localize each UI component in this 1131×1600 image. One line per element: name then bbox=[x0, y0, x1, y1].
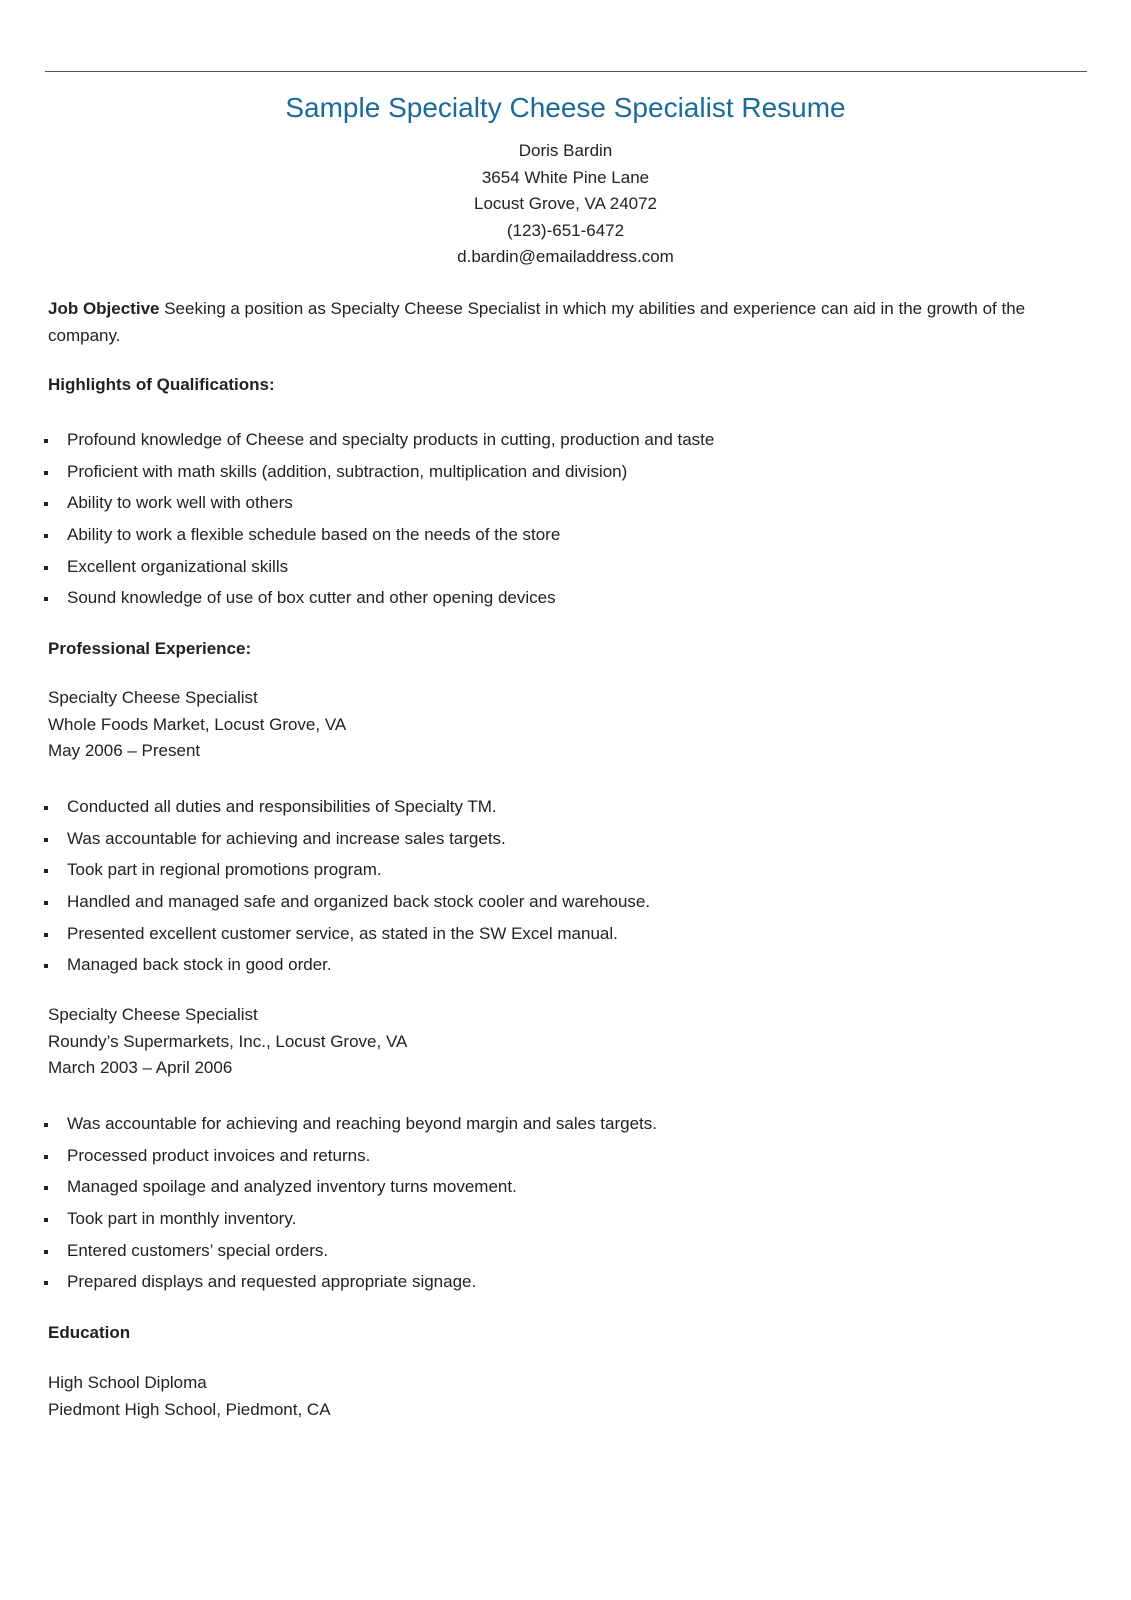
list-item: Excellent organizational skills bbox=[48, 555, 1098, 587]
page-title: Sample Specialty Cheese Specialist Resume bbox=[285, 92, 846, 123]
bullet-icon bbox=[44, 838, 48, 842]
list-item: Ability to work well with others bbox=[48, 491, 1098, 523]
bullet-icon bbox=[44, 1281, 48, 1285]
bullet-icon bbox=[44, 597, 48, 601]
objective-text: Seeking a position as Specialty Cheese Specialist in which my abilities and experience can aid in the growth of the company. bbox=[48, 299, 1026, 345]
contact-block bbox=[0, 138, 1131, 271]
bullet-icon bbox=[44, 901, 48, 905]
bullet-icon bbox=[44, 964, 48, 968]
list-item: Was accountable for achieving and reaching beyond margin and sales targets. bbox=[48, 1112, 1098, 1144]
highlights-list bbox=[48, 428, 1098, 618]
job-dates: March 2003 – April 2006 bbox=[48, 1058, 233, 1078]
job-duties-list bbox=[48, 1112, 1098, 1302]
bullet-icon bbox=[44, 1155, 48, 1159]
bullet-icon bbox=[44, 439, 48, 443]
list-item: Was accountable for achieving and increase sales targets. bbox=[48, 827, 1098, 859]
job-header bbox=[48, 685, 1098, 765]
top-divider bbox=[45, 71, 1087, 72]
contact-city: Locust Grove, VA 24072 bbox=[473, 194, 658, 214]
bullet-icon bbox=[44, 502, 48, 506]
education-entry bbox=[48, 1370, 1098, 1423]
bullet-icon bbox=[44, 1186, 48, 1190]
bullet-icon bbox=[44, 1250, 48, 1254]
job-company: Roundy’s Supermarkets, Inc., Locust Grove, VA bbox=[48, 1031, 408, 1051]
list-item: Managed back stock in good order. bbox=[48, 953, 1098, 985]
education-heading: Education bbox=[48, 1323, 131, 1342]
bullet-icon bbox=[44, 1123, 48, 1127]
objective-label: Job Objective bbox=[48, 299, 160, 318]
job-title: Specialty Cheese Specialist bbox=[48, 1005, 258, 1024]
job-header bbox=[48, 1002, 1098, 1082]
list-item: Conducted all duties and responsibilities of Specialty TM. bbox=[48, 795, 1098, 827]
list-item: Proficient with math skills (addition, subtraction, multiplication and division) bbox=[48, 460, 1098, 492]
job-company: Whole Foods Market, Locust Grove, VA bbox=[48, 714, 347, 734]
experience-heading: Professional Experience: bbox=[48, 639, 252, 658]
contact-phone: (123)-651-6472 bbox=[506, 220, 625, 240]
highlights-heading: Highlights of Qualifications: bbox=[48, 375, 275, 394]
job-objective bbox=[48, 296, 1098, 349]
education-school: Piedmont High School, Piedmont, CA bbox=[48, 1399, 331, 1419]
list-item: Processed product invoices and returns. bbox=[48, 1144, 1098, 1176]
bullet-icon bbox=[44, 933, 48, 937]
bullet-icon bbox=[44, 471, 48, 475]
bullet-icon bbox=[44, 806, 48, 810]
bullet-icon bbox=[44, 534, 48, 538]
job-duties-list bbox=[48, 795, 1098, 985]
job-dates: May 2006 – Present bbox=[48, 741, 201, 761]
list-item: Ability to work a flexible schedule based on the needs of the store bbox=[48, 523, 1098, 555]
list-item: Managed spoilage and analyzed inventory turns movement. bbox=[48, 1175, 1098, 1207]
list-item: Took part in regional promotions program. bbox=[48, 858, 1098, 890]
bullet-icon bbox=[44, 1218, 48, 1222]
bullet-icon bbox=[44, 566, 48, 570]
education-degree: High School Diploma bbox=[48, 1373, 207, 1392]
list-item: Profound knowledge of Cheese and specialty products in cutting, production and taste bbox=[48, 428, 1098, 460]
list-item: Took part in monthly inventory. bbox=[48, 1207, 1098, 1239]
list-item: Prepared displays and requested appropriate signage. bbox=[48, 1270, 1098, 1302]
contact-email: d.bardin@emailaddress.com bbox=[457, 247, 674, 267]
list-item: Sound knowledge of use of box cutter and other opening devices bbox=[48, 586, 1098, 618]
job-title: Specialty Cheese Specialist bbox=[48, 688, 258, 707]
list-item: Entered customers’ special orders. bbox=[48, 1239, 1098, 1271]
contact-name: Doris Bardin bbox=[518, 141, 613, 160]
list-item: Presented excellent customer service, as stated in the SW Excel manual. bbox=[48, 922, 1098, 954]
list-item: Handled and managed safe and organized back stock cooler and warehouse. bbox=[48, 890, 1098, 922]
contact-address: 3654 White Pine Lane bbox=[481, 167, 650, 187]
bullet-icon bbox=[44, 869, 48, 873]
